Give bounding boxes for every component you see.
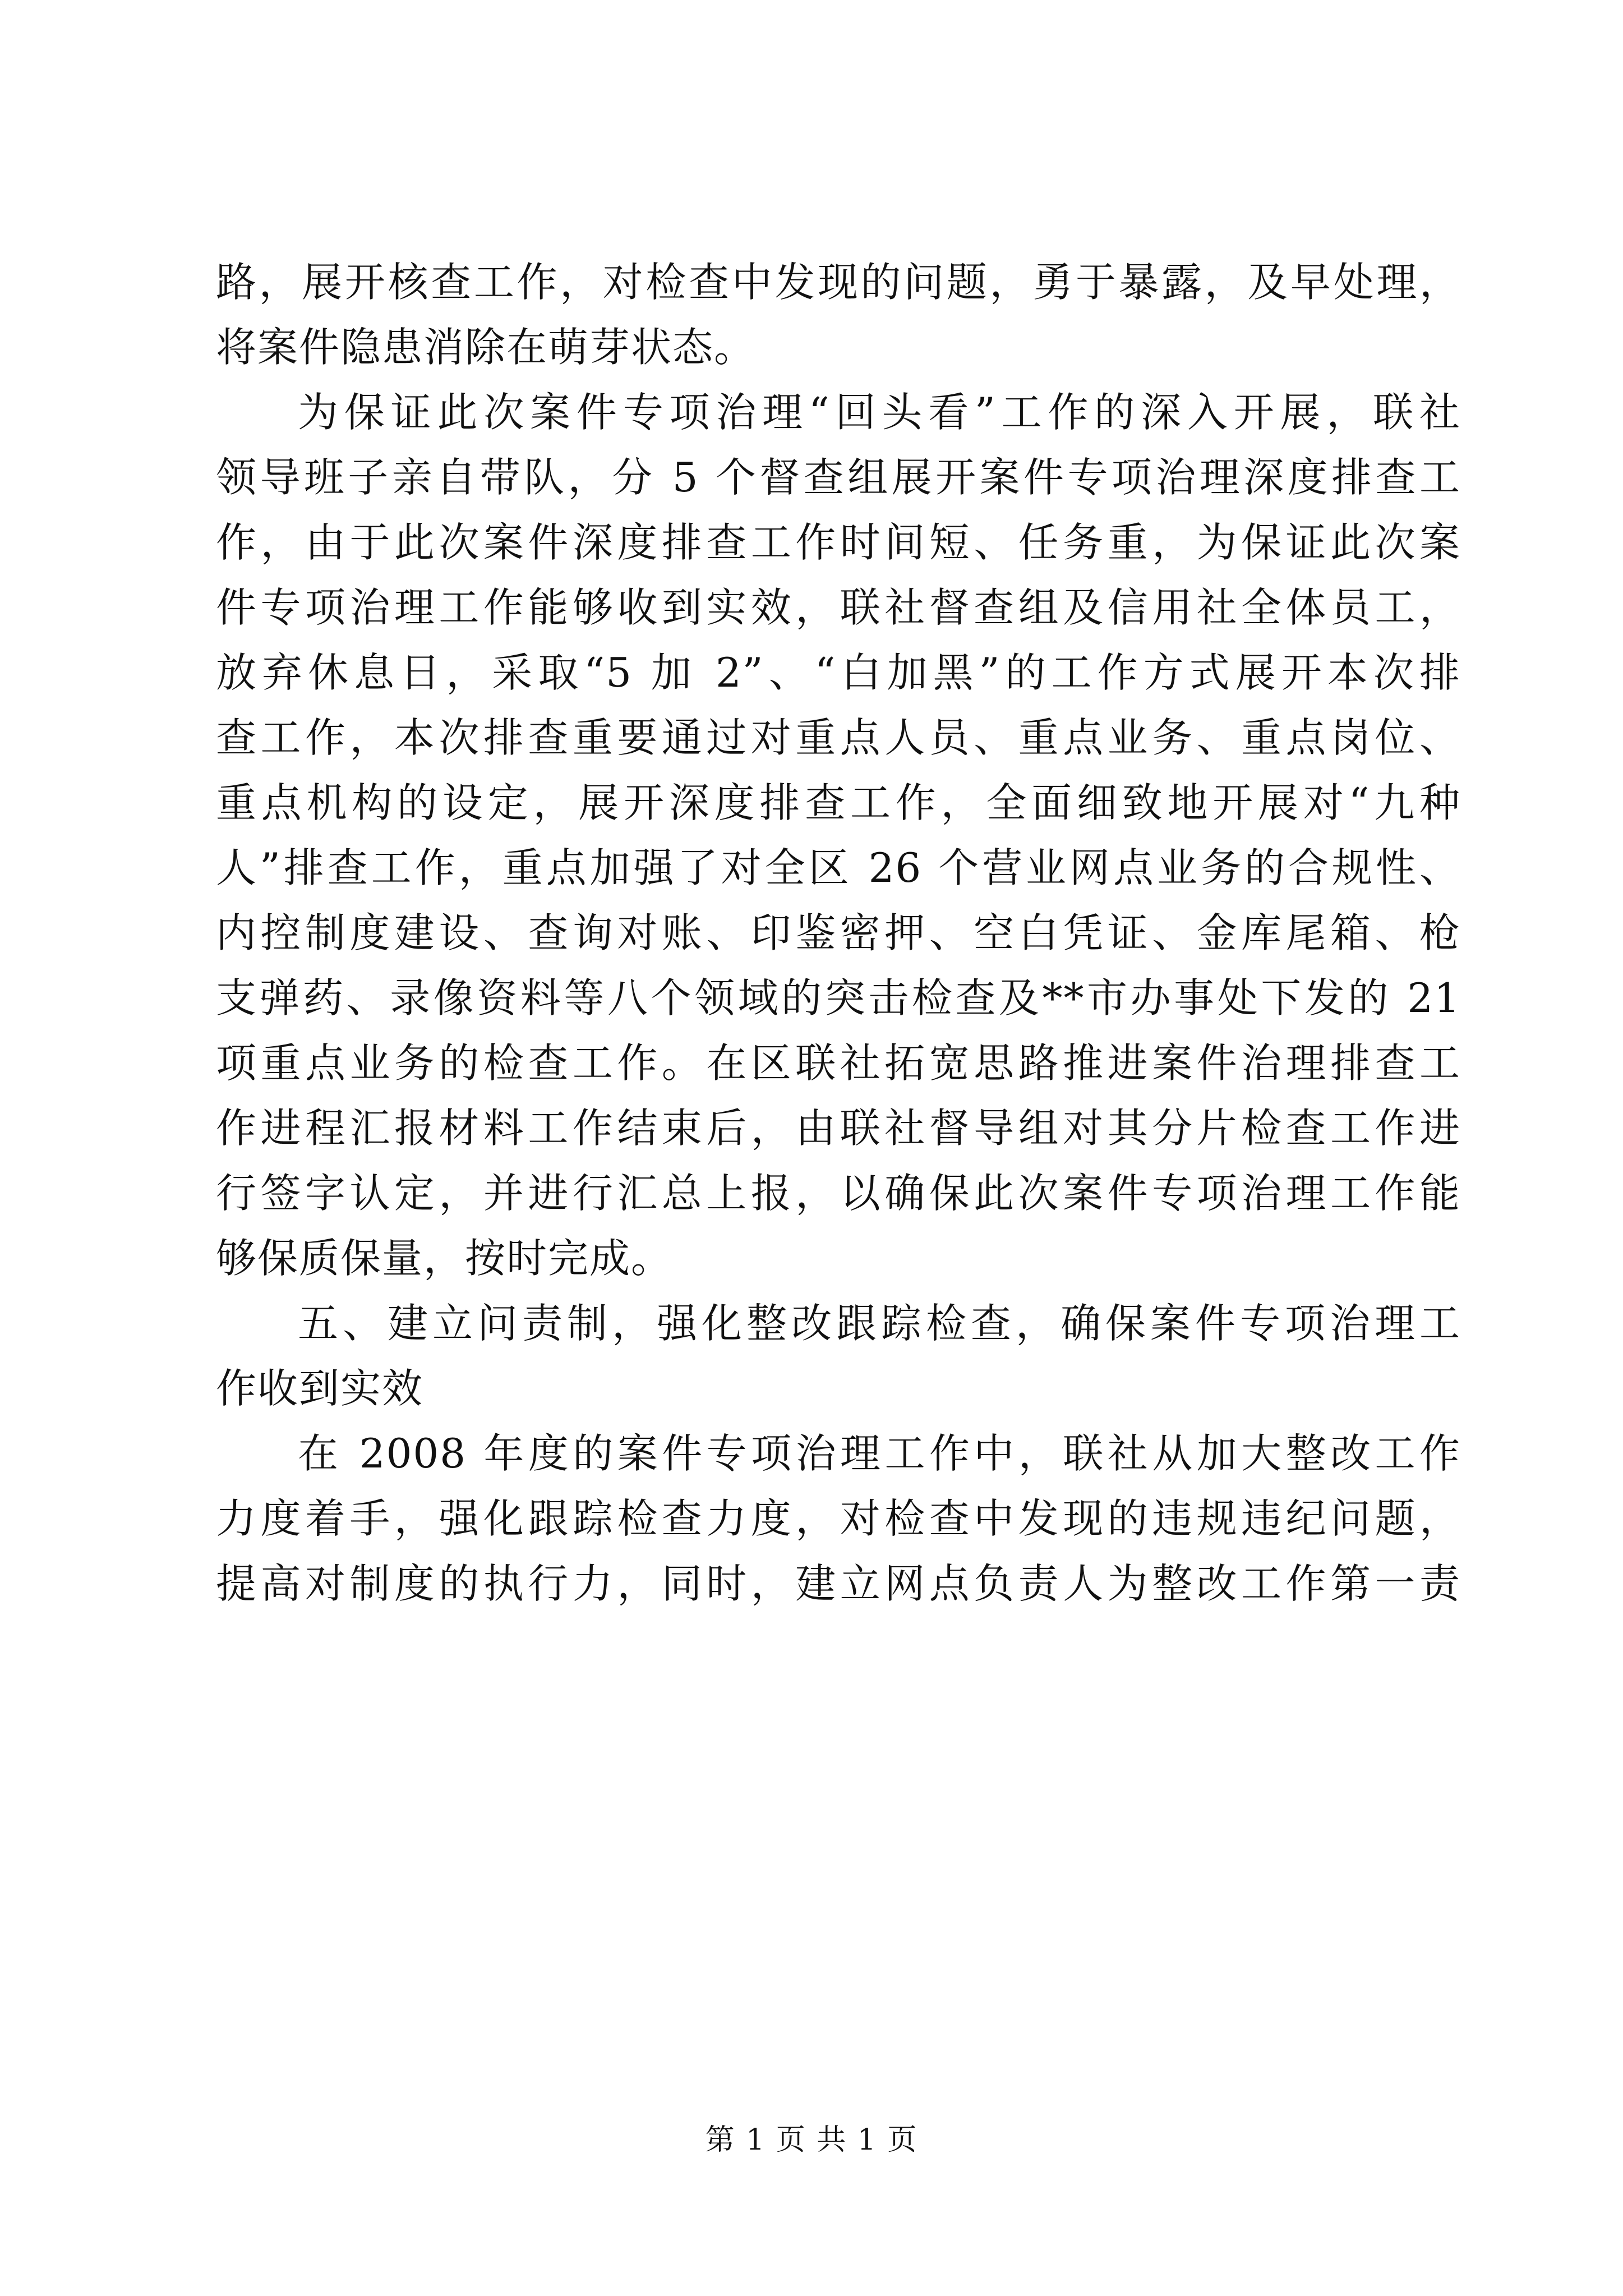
- text-line: 内控制度建设、查询对账、印鉴密押、空白凭证、金库尾箱、枪: [216, 909, 1461, 956]
- text-line: 提高对制度的执行力，同时，建立网点负责人为整改工作第一责: [216, 1560, 1461, 1607]
- text-line: 力度着手，强化跟踪检查力度，对检查中发现的违规违纪问题，: [216, 1495, 1461, 1542]
- page-number-footer: 第 1 页 共 1 页: [705, 2123, 918, 2157]
- text-line: 在 2008 年度的案件专项治理工作中，联社从加大整改工作: [298, 1430, 1461, 1477]
- text-line: 放弃休息日，采取“5 加 2”、“白加黑”的工作方式展开本次排: [216, 649, 1461, 696]
- text-line: 支弹药、录像资料等八个领域的突击检查及**市办事处下发的 21: [216, 974, 1461, 1022]
- text-line: 为保证此次案件专项治理“回头看”工作的深入开展，联社: [298, 389, 1461, 436]
- text-line: 人”排查工作，重点加强了对全区 26 个营业网点业务的合规性、: [216, 844, 1461, 891]
- text-line: 够保质保量，按时完成。: [216, 1235, 673, 1282]
- text-line: 路，展开核查工作，对检查中发现的问题，勇于暴露，及早处理，: [216, 259, 1461, 306]
- section-heading-line: 作收到实效: [216, 1365, 424, 1412]
- text-line: 件专项治理工作能够收到实效，联社督查组及信用社全体员工，: [216, 584, 1461, 631]
- text-line: 行签字认定，并进行汇总上报，以确保此次案件专项治理工作能: [216, 1170, 1461, 1217]
- document-body: [216, 250, 1461, 1616]
- section-heading-line: 五、建立问责制，强化整改跟踪检查，确保案件专项治理工: [298, 1300, 1461, 1347]
- text-line: 作进程汇报材料工作结束后，由联社督导组对其分片检查工作进: [216, 1105, 1461, 1152]
- text-line: 将案件隐患消除在萌芽状态。: [216, 324, 756, 371]
- text-line: 重点机构的设定，展开深度排查工作，全面细致地开展对“九种: [216, 779, 1461, 826]
- text-line: 查工作，本次排查重要通过对重点人员、重点业务、重点岗位、: [216, 714, 1461, 761]
- text-line: 作，由于此次案件深度排查工作时间短、任务重，为保证此次案: [216, 519, 1461, 566]
- text-line: 领导班子亲自带队，分 5 个督查组展开案件专项治理深度排查工: [216, 454, 1461, 501]
- text-line: 项重点业务的检查工作。在区联社拓宽思路推进案件治理排查工: [216, 1039, 1461, 1087]
